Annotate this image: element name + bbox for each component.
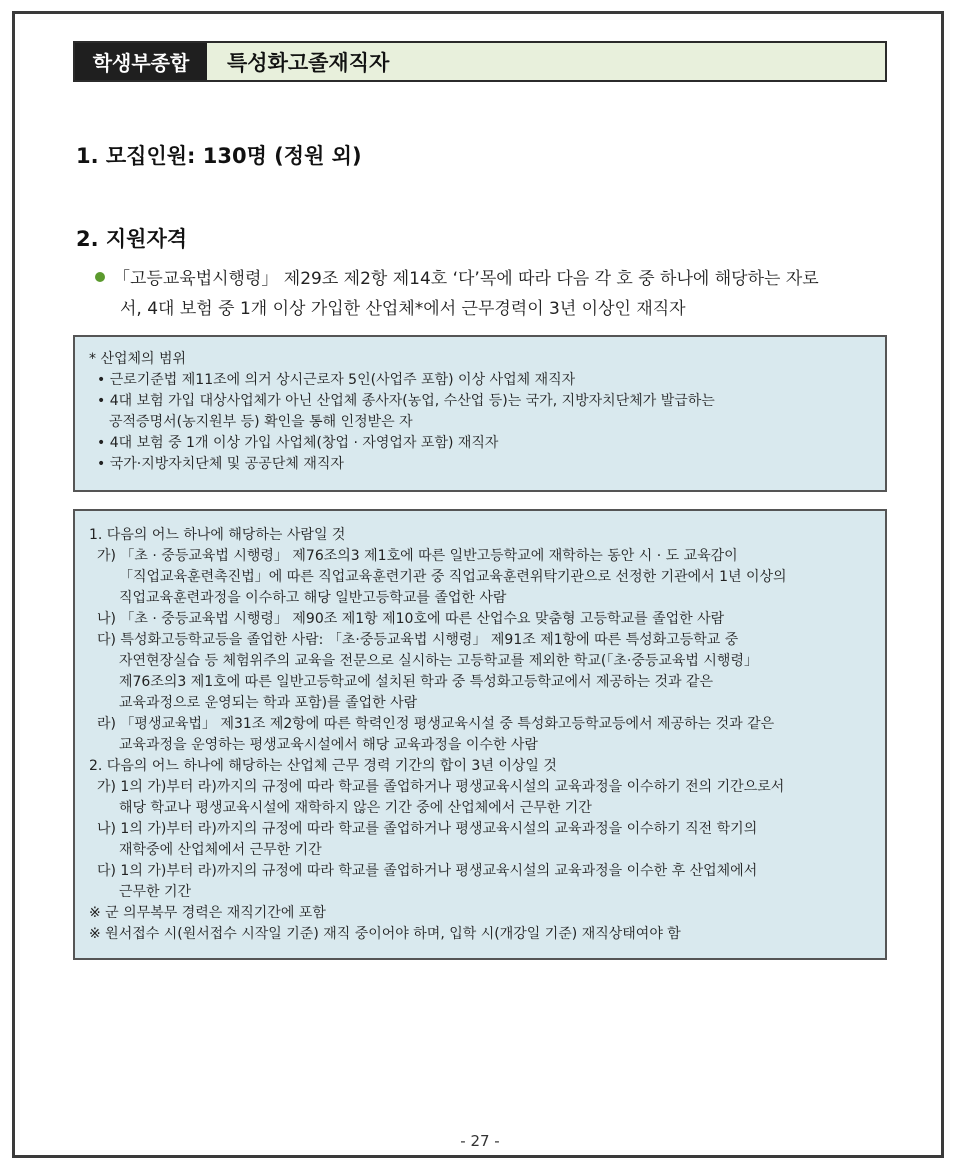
box-line: ※ 군 의무복무 경력은 재직기간에 포함 (89, 905, 326, 921)
box-line: 근무한 기간 (119, 884, 192, 900)
box-line: • 국가·지방자치단체 및 공공단체 재직자 (97, 456, 344, 472)
header-tag: 학생부종합 (75, 43, 207, 80)
box-line: 「직업교육훈련촉진법」에 따른 직업교육훈련기관 중 직업교육훈련위탁기관으로 선정한 기관에서 1년 이상의 (119, 569, 787, 585)
box-line: • 4대 보험 중 1개 이상 가입 사업체(창업 · 자영업자 포함) 재직자 (97, 435, 499, 451)
box-line: 2. 다음의 어느 하나에 해당하는 산업체 근무 경력 기간의 합이 3년 이상일 것 (89, 758, 557, 774)
qualification-heading: 2. 지원자격 (76, 227, 188, 251)
qualification-line: 「고등교육법시행령」 제29조 제2항 제14호 ‘다’목에 따라 다음 각 호 중 하나에 해당하는 자로 (95, 264, 890, 294)
box-line: 가) 「초 · 중등교육법 시행령」 제76조의3 제1호에 따른 일반고등학교에 재학하는 동안 시 · 도 교육감이 (97, 548, 738, 564)
box-line: ※ 원서접수 시(원서접수 시작일 기준) 재직 중이어야 하며, 입학 시(개강일 기준) 재직상태여야 함 (89, 926, 681, 942)
qualification-line: 서, 4대 보험 중 1개 이상 가입한 산업체*에서 근무경력이 3년 이상인 재직자 (120, 299, 686, 319)
box-line: 나) 「초 · 중등교육법 시행령」 제90조 제1항 제10호에 따른 산업수요 맞춤형 고등학교를 졸업한 사람 (97, 611, 725, 627)
box-line: 재학중에 산업체에서 근무한 기간 (119, 842, 322, 858)
box-line: 나) 1의 가)부터 라)까지의 규정에 따라 학교를 졸업하거나 평생교육시설의 교육과정을 이수하기 직전 학기의 (97, 821, 758, 837)
box-line: 다) 1의 가)부터 라)까지의 규정에 따라 학교를 졸업하거나 평생교육시설의 교육과정을 이수한 후 산업체에서 (97, 863, 758, 879)
box-line: • 근로기준법 제11조에 의거 상시근로자 5인(사업주 포함) 이상 사업체 재직자 (97, 372, 576, 388)
page-number: - 27 - (460, 1132, 500, 1150)
box-line: 1. 다음의 어느 하나에 해당하는 사람일 것 (89, 527, 346, 543)
box-line: 라) 「평생교육법」 제31조 제2항에 따른 학력인정 평생교육시설 중 특성화고등학교등에서 제공하는 것과 같은 (97, 716, 775, 732)
header-title: 특성화고졸재직자 (227, 50, 390, 75)
box-line: 교육과정으로 운영되는 학과 포함)를 졸업한 사람 (119, 695, 418, 711)
box-line: 해당 학교나 평생교육시설에 재학하지 않은 기간 중에 산업체에서 근무한 기간 (119, 800, 592, 816)
section-header (73, 41, 887, 82)
box-line: 자연현장실습 등 체험위주의 교육을 전문으로 실시하는 고등학교를 제외한 학교(「초·중등교육법 시행령」 (119, 653, 758, 669)
box-line: • 4대 보험 가입 대상사업체가 아닌 산업체 종사자(농업, 수산업 등)는 국가, 지방자치단체가 발급하는 (97, 393, 715, 409)
box-line: 제76조의3 제1호에 따른 일반고등학교에 설치된 학과 중 특성화고등학교에서 제공하는 것과 같은 (119, 674, 714, 690)
box-line: 가) 1의 가)부터 라)까지의 규정에 따라 학교를 졸업하거나 평생교육시설의 교육과정을 이수하기 전의 기간으로서 (97, 779, 785, 795)
industry-scope-box (73, 335, 887, 492)
box-line: 다) 특성화고등학교등을 졸업한 사람: 「초·중등교육법 시행령」 제91조 제1항에 따른 특성화고등학교 중 (97, 632, 739, 648)
bullet-icon (95, 272, 105, 282)
box-line: 공적증명서(농지원부 등) 확인을 통해 인정받은 자 (109, 414, 413, 430)
box-line: 교육과정을 운영하는 평생교육시설에서 해당 교육과정을 이수한 사람 (119, 737, 538, 753)
eligibility-detail-box (73, 509, 887, 960)
box-line: 직업교육훈련과정을 이수하고 해당 일반고등학교를 졸업한 사람 (119, 590, 507, 606)
qualification-text (95, 264, 890, 324)
box-line: * 산업체의 범위 (89, 351, 187, 367)
recruit-count-heading: 1. 모집인원: 130명 (정원 외) (76, 144, 362, 168)
